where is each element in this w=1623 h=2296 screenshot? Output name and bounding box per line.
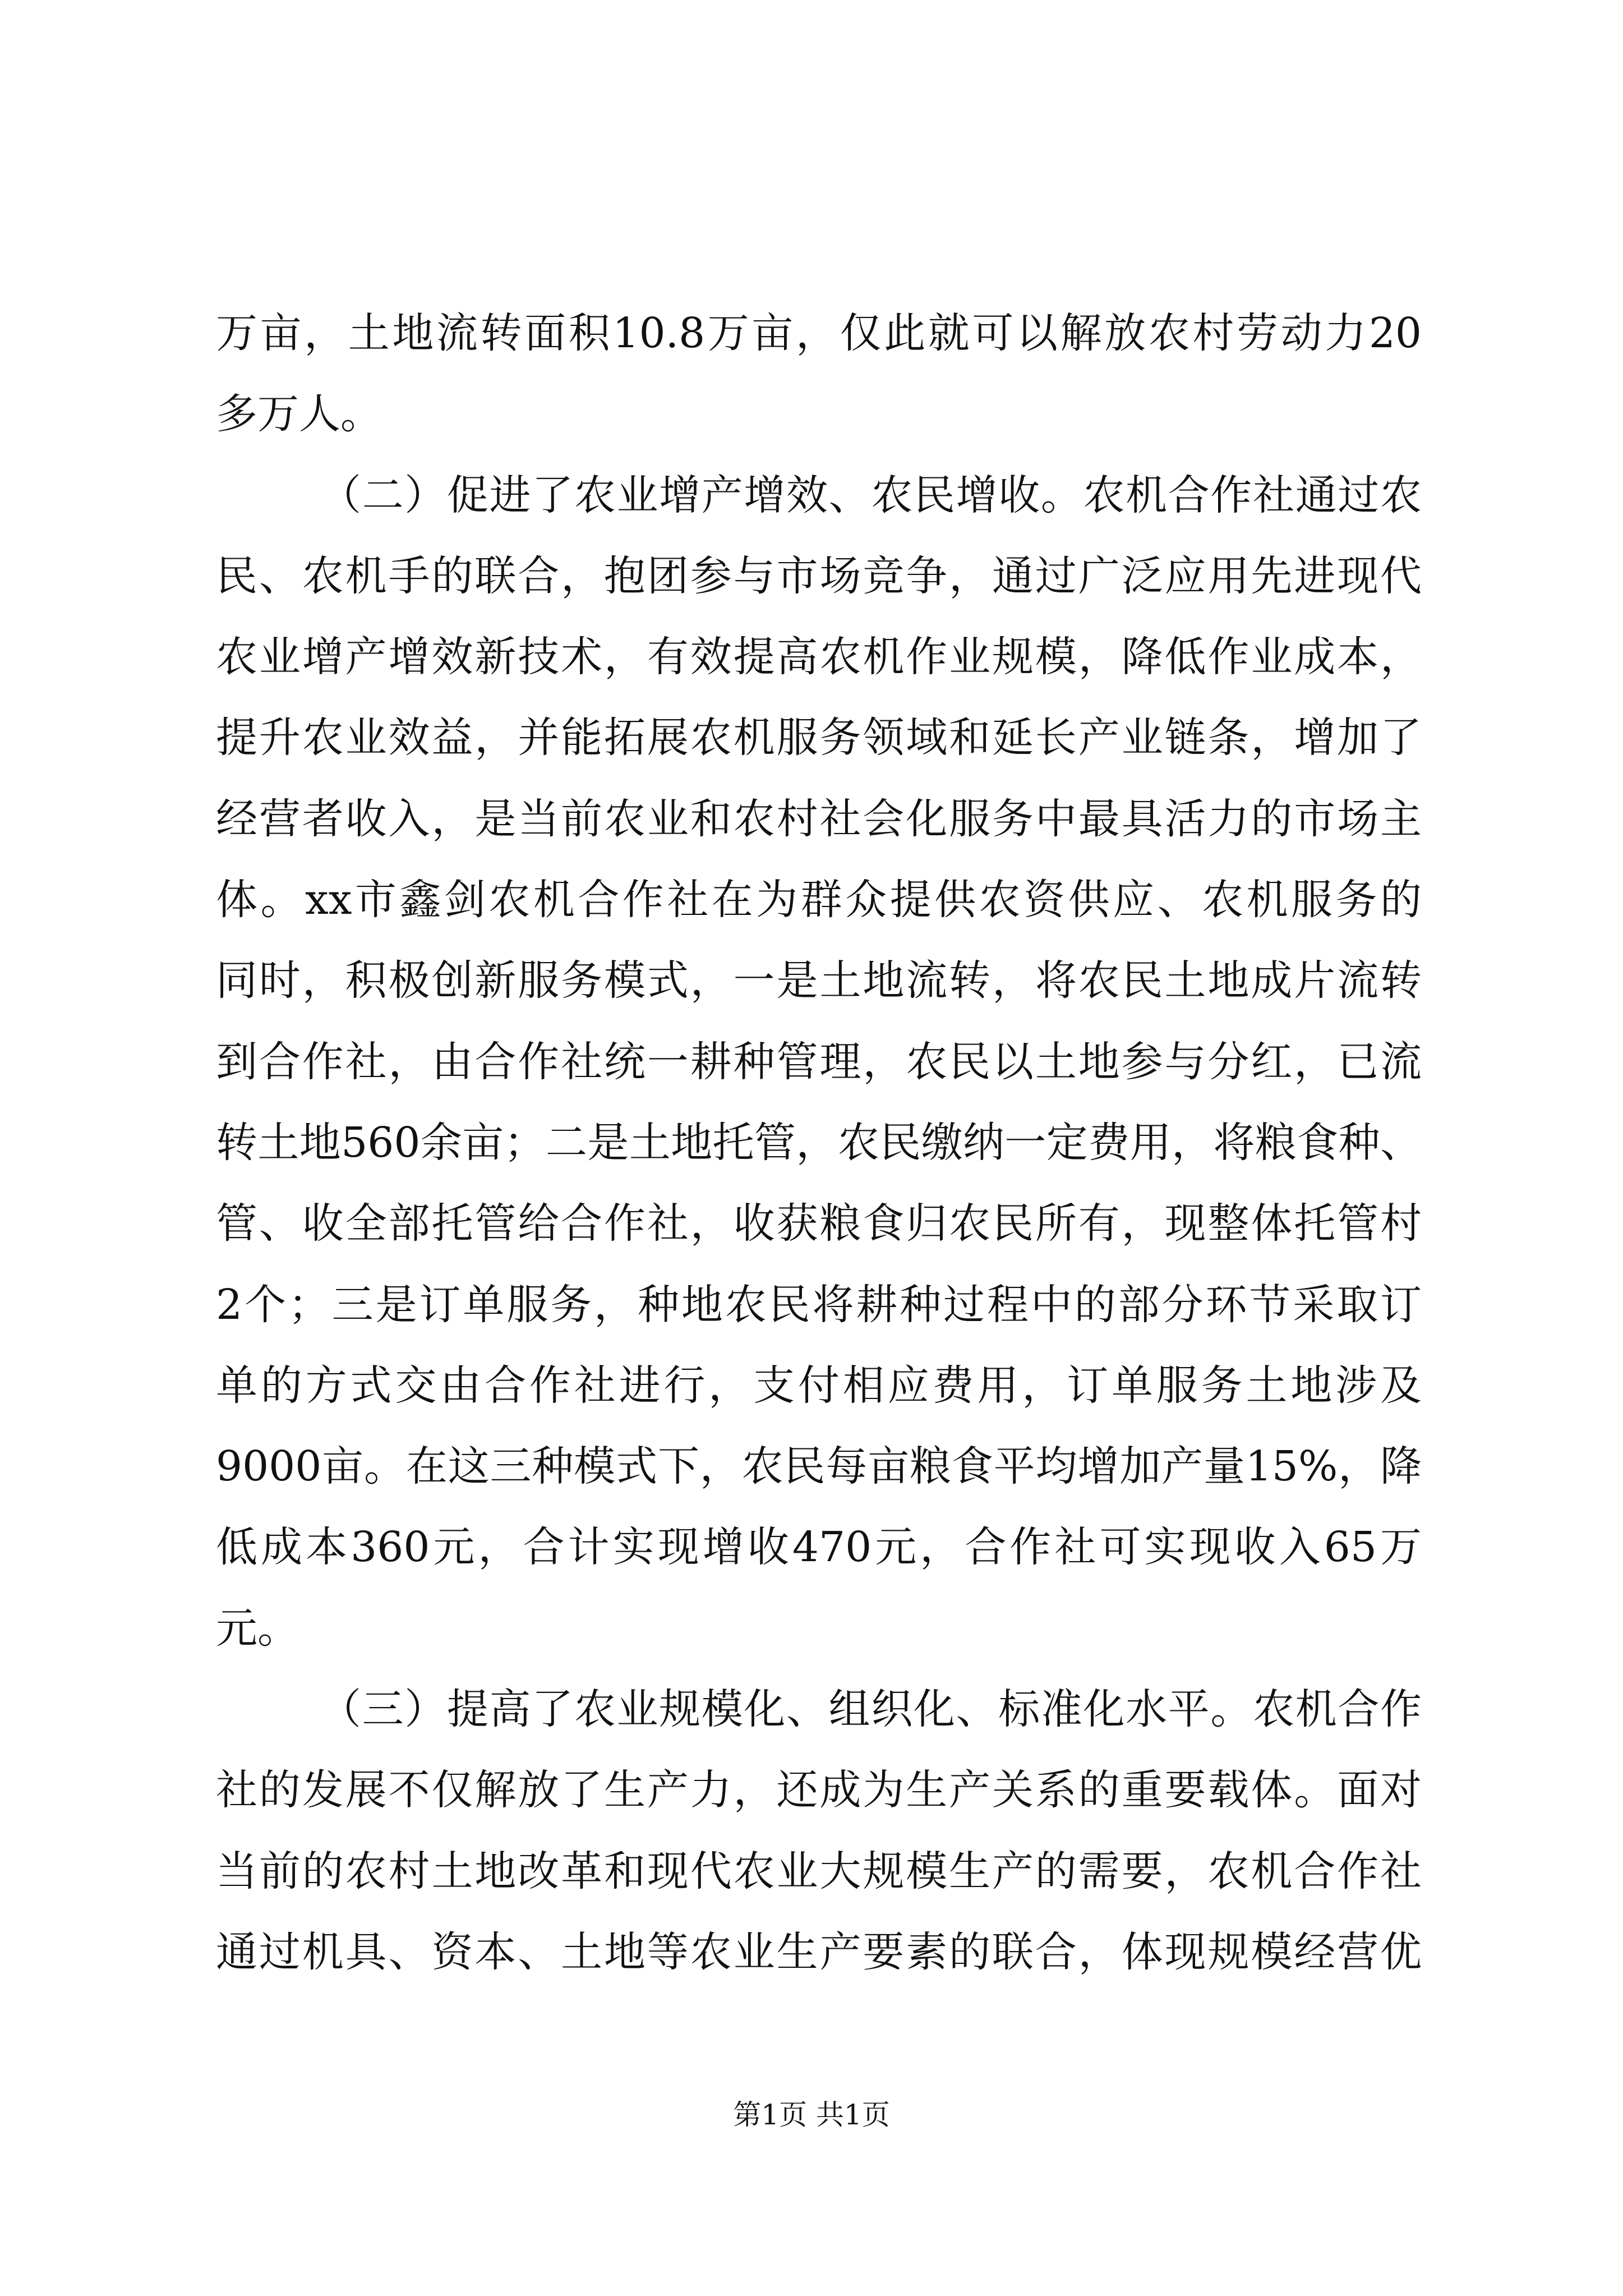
text-line: 经营者收入，是当前农业和农村社会化服务中最具活力的市场主	[216, 794, 1422, 843]
paragraph-2	[216, 455, 1422, 1669]
text-line: 提升农业效益，并能拓展农机服务领域和延长产业链条，增加了	[216, 714, 1422, 762]
text-line: 转土地560余亩；二是土地托管，农民缴纳一定费用，将粮食种、	[216, 1118, 1422, 1167]
text-line: 9000亩。在这三种模式下，农民每亩粮食平均增加产量15%，降	[216, 1442, 1422, 1491]
paragraph-1	[216, 293, 1422, 455]
text-line: 当前的农村土地改革和现代农业大规模生产的需要，农机合作社	[216, 1847, 1422, 1895]
text-line: 单的方式交由合作社进行，支付相应费用，订单服务土地涉及	[216, 1361, 1422, 1410]
document-body	[216, 293, 1422, 1993]
text-line: 体。xx市鑫剑农机合作社在为群众提供农资供应、农机服务的	[216, 876, 1422, 924]
text-line: （二）促进了农业增产增效、农民增收。农机合作社通过农	[320, 471, 1422, 519]
text-line: （三）提高了农业规模化、组织化、标准化水平。农机合作	[320, 1685, 1422, 1734]
text-line: 通过机具、资本、土地等农业生产要素的联合，体现规模经营优	[216, 1927, 1422, 1976]
page-footer	[0, 2095, 1623, 2134]
text-line: 万亩，土地流转面积10.8万亩，仅此就可以解放农村劳动力20	[216, 309, 1422, 357]
paragraph-3	[216, 1669, 1422, 1993]
text-line: 农业增产增效新技术，有效提高农机作业规模，降低作业成本，	[216, 633, 1422, 682]
text-line: 民、农机手的联合，抱团参与市场竞争，通过广泛应用先进现代	[216, 551, 1422, 600]
text-line: 同时，积极创新服务模式，一是土地流转，将农民土地成片流转	[216, 956, 1422, 1005]
text-line: 低成本360元，合计实现增收470元，合作社可实现收入65万	[216, 1523, 1422, 1572]
text-line: 管、收全部托管给合作社，收获粮食归农民所有，现整体托管村	[216, 1199, 1422, 1248]
text-line: 社的发展不仅解放了生产力，还成为生产关系的重要载体。面对	[216, 1766, 1422, 1815]
text-line: 多万人。	[216, 390, 382, 439]
text-line: 元。	[216, 1604, 299, 1653]
page-number-label: 第1页 共1页	[733, 2099, 890, 2131]
text-line: 到合作社，由合作社统一耕种管理，农民以土地参与分红，已流	[216, 1037, 1422, 1086]
text-line: 2个；三是订单服务，种地农民将耕种过程中的部分环节采取订	[216, 1280, 1422, 1329]
